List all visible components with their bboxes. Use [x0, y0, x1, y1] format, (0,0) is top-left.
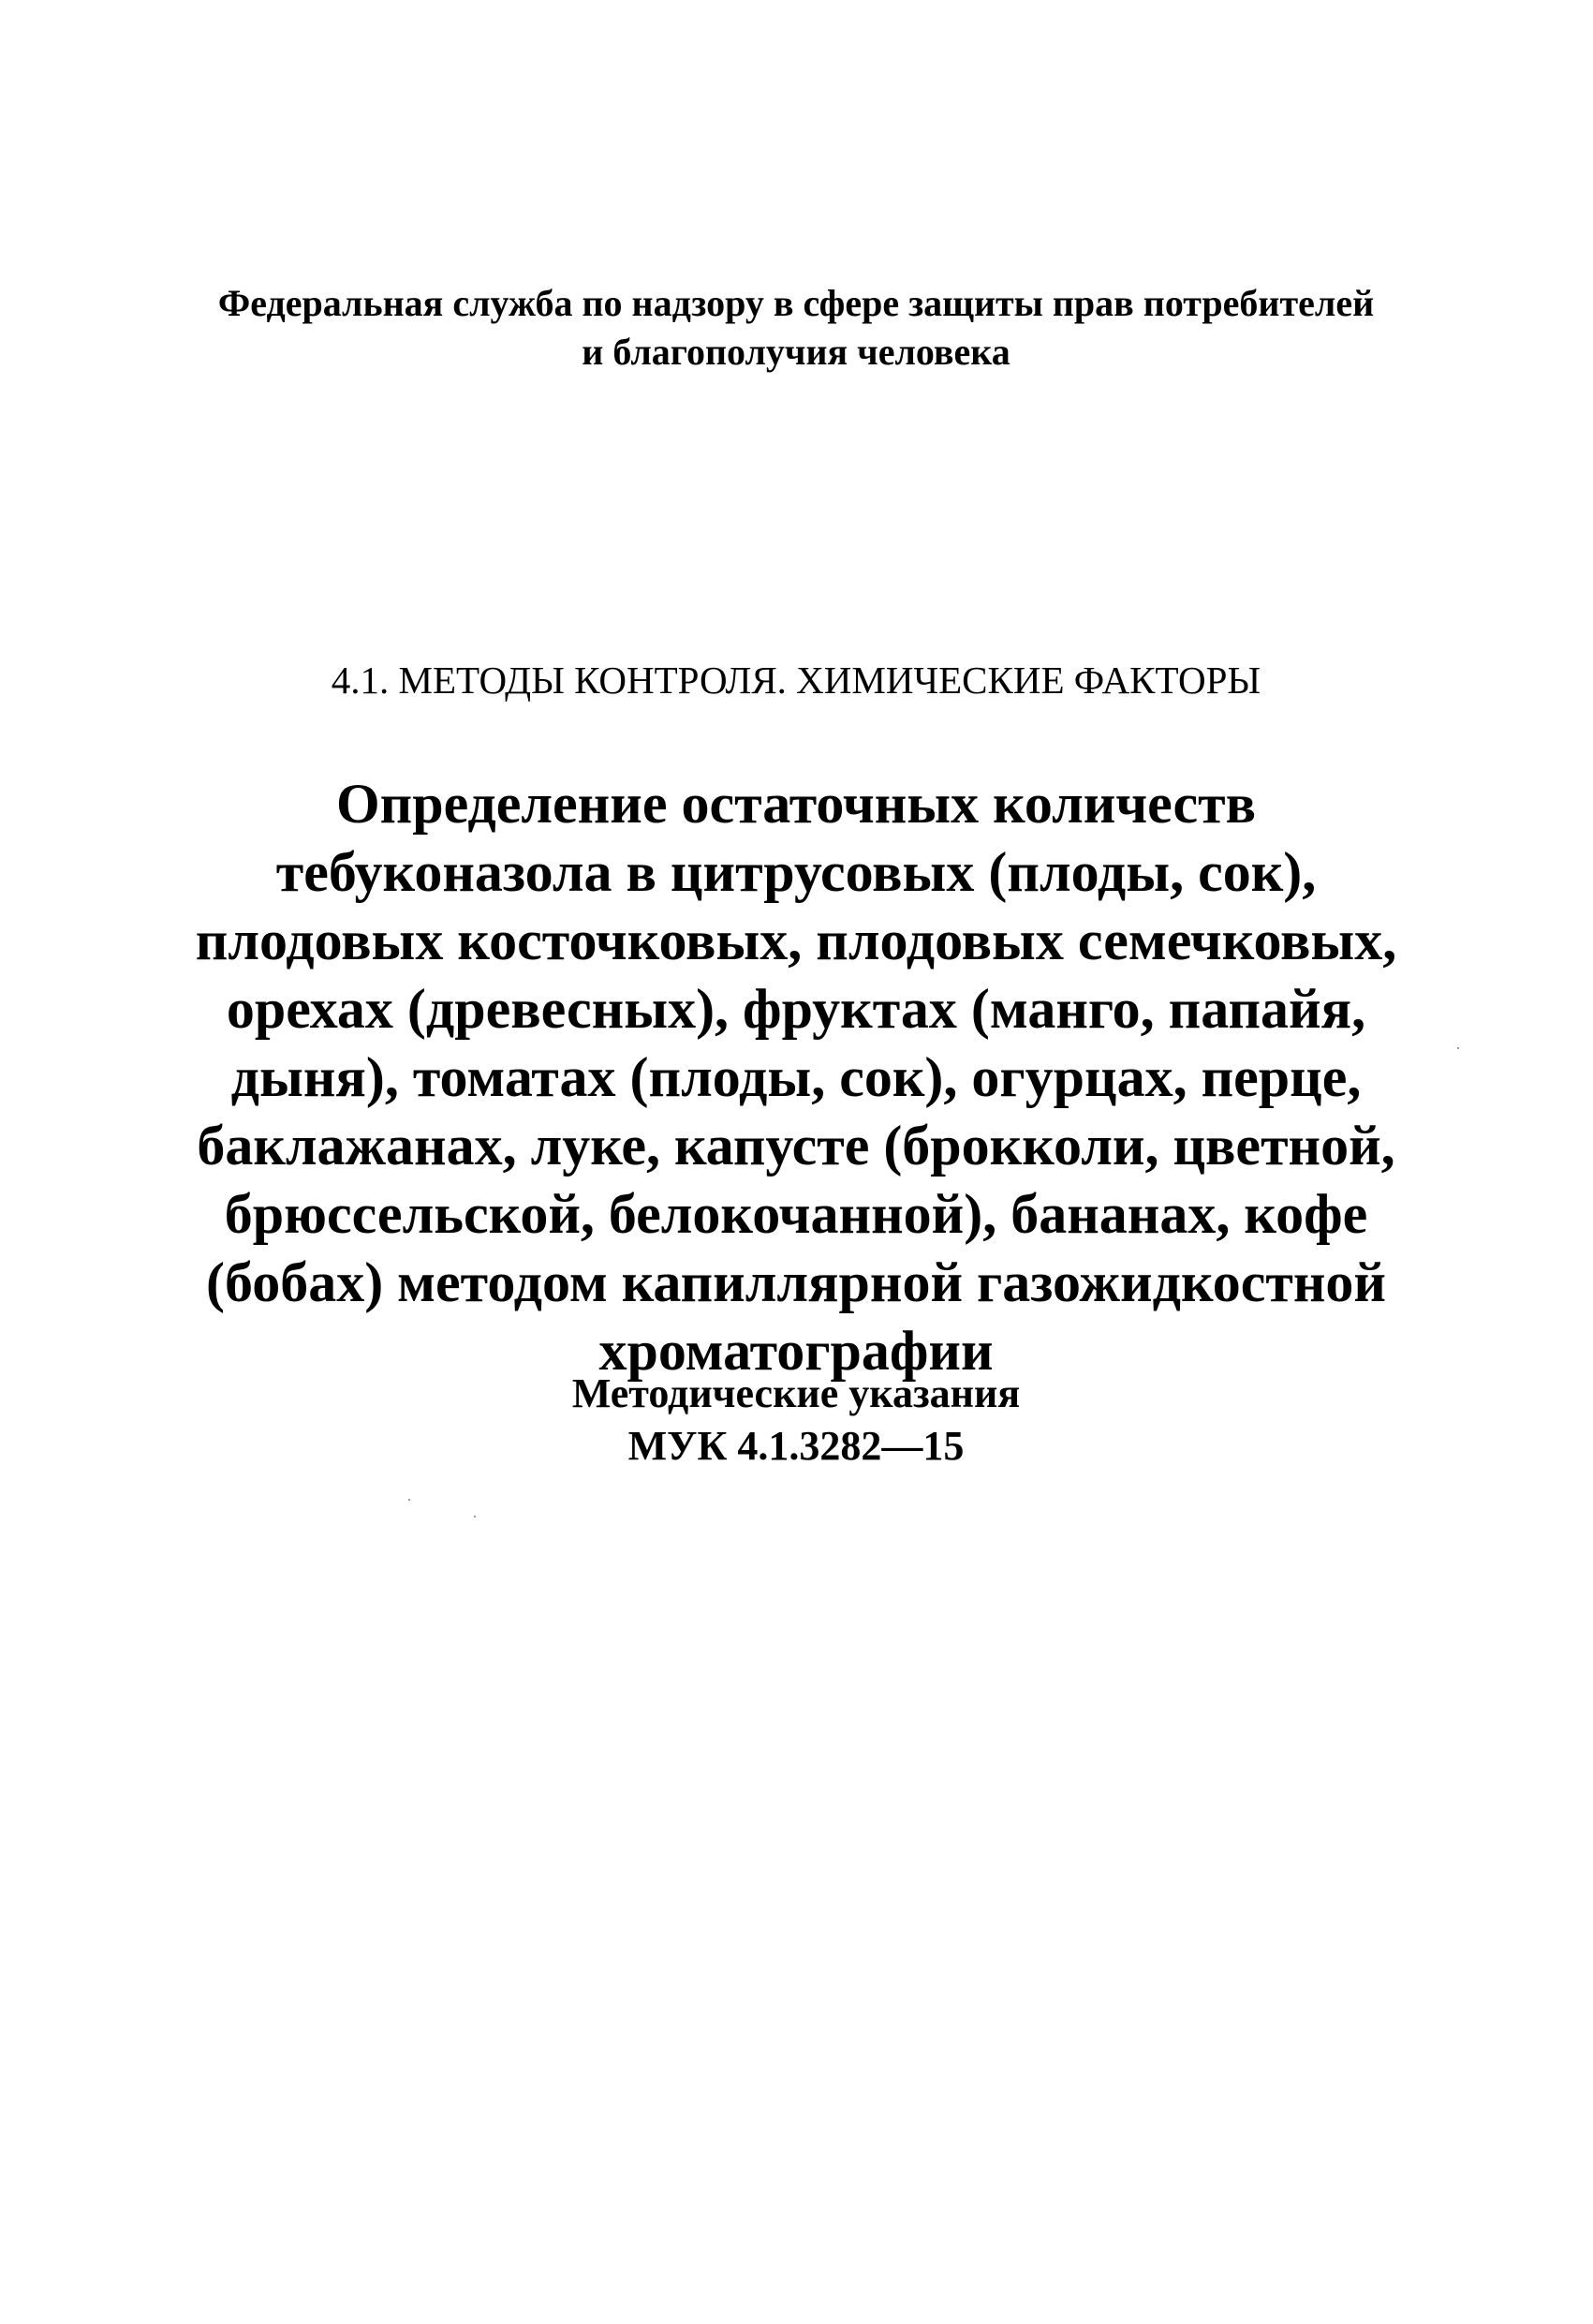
document-code: МУК 4.1.3282—15 — [627, 1423, 965, 1469]
title-line: тебуконазола в цитрусовых (плоды, сок), — [275, 841, 1317, 903]
title-line: орехах (древесных), фруктах (манго, папайя, — [226, 978, 1366, 1040]
agency-name-line-2: и благополучия человека — [582, 331, 1010, 373]
title-line: дыня), томатах (плоды, сок), огурцах, перце, — [230, 1046, 1362, 1108]
scan-speck — [1457, 1047, 1459, 1049]
section-heading: 4.1. МЕТОДЫ КОНТРОЛЯ. ХИМИЧЕСКИЕ ФАКТОРЫ — [331, 659, 1261, 702]
title-line: (бобах) методом капиллярной газожидкостной — [206, 1251, 1386, 1313]
document-title — [94, 770, 1498, 1385]
title-line: баклажанах, луке, капусте (брокколи, цветной, — [197, 1115, 1395, 1177]
scan-speck — [408, 1499, 410, 1501]
agency-name-line-1: Федеральная служба по надзору в сфере защиты прав потребителей — [217, 282, 1375, 324]
document-type: Методические указания — [571, 1370, 1021, 1416]
title-line: плодовых косточковых, плодовых семечковых, — [195, 910, 1397, 971]
scan-speck — [474, 1516, 476, 1517]
title-line: хроматографии — [598, 1320, 994, 1382]
title-line: Определение остаточных количеств — [335, 773, 1257, 835]
title-line: брюссельской, белокочанной), бананах, кофе — [224, 1183, 1368, 1245]
